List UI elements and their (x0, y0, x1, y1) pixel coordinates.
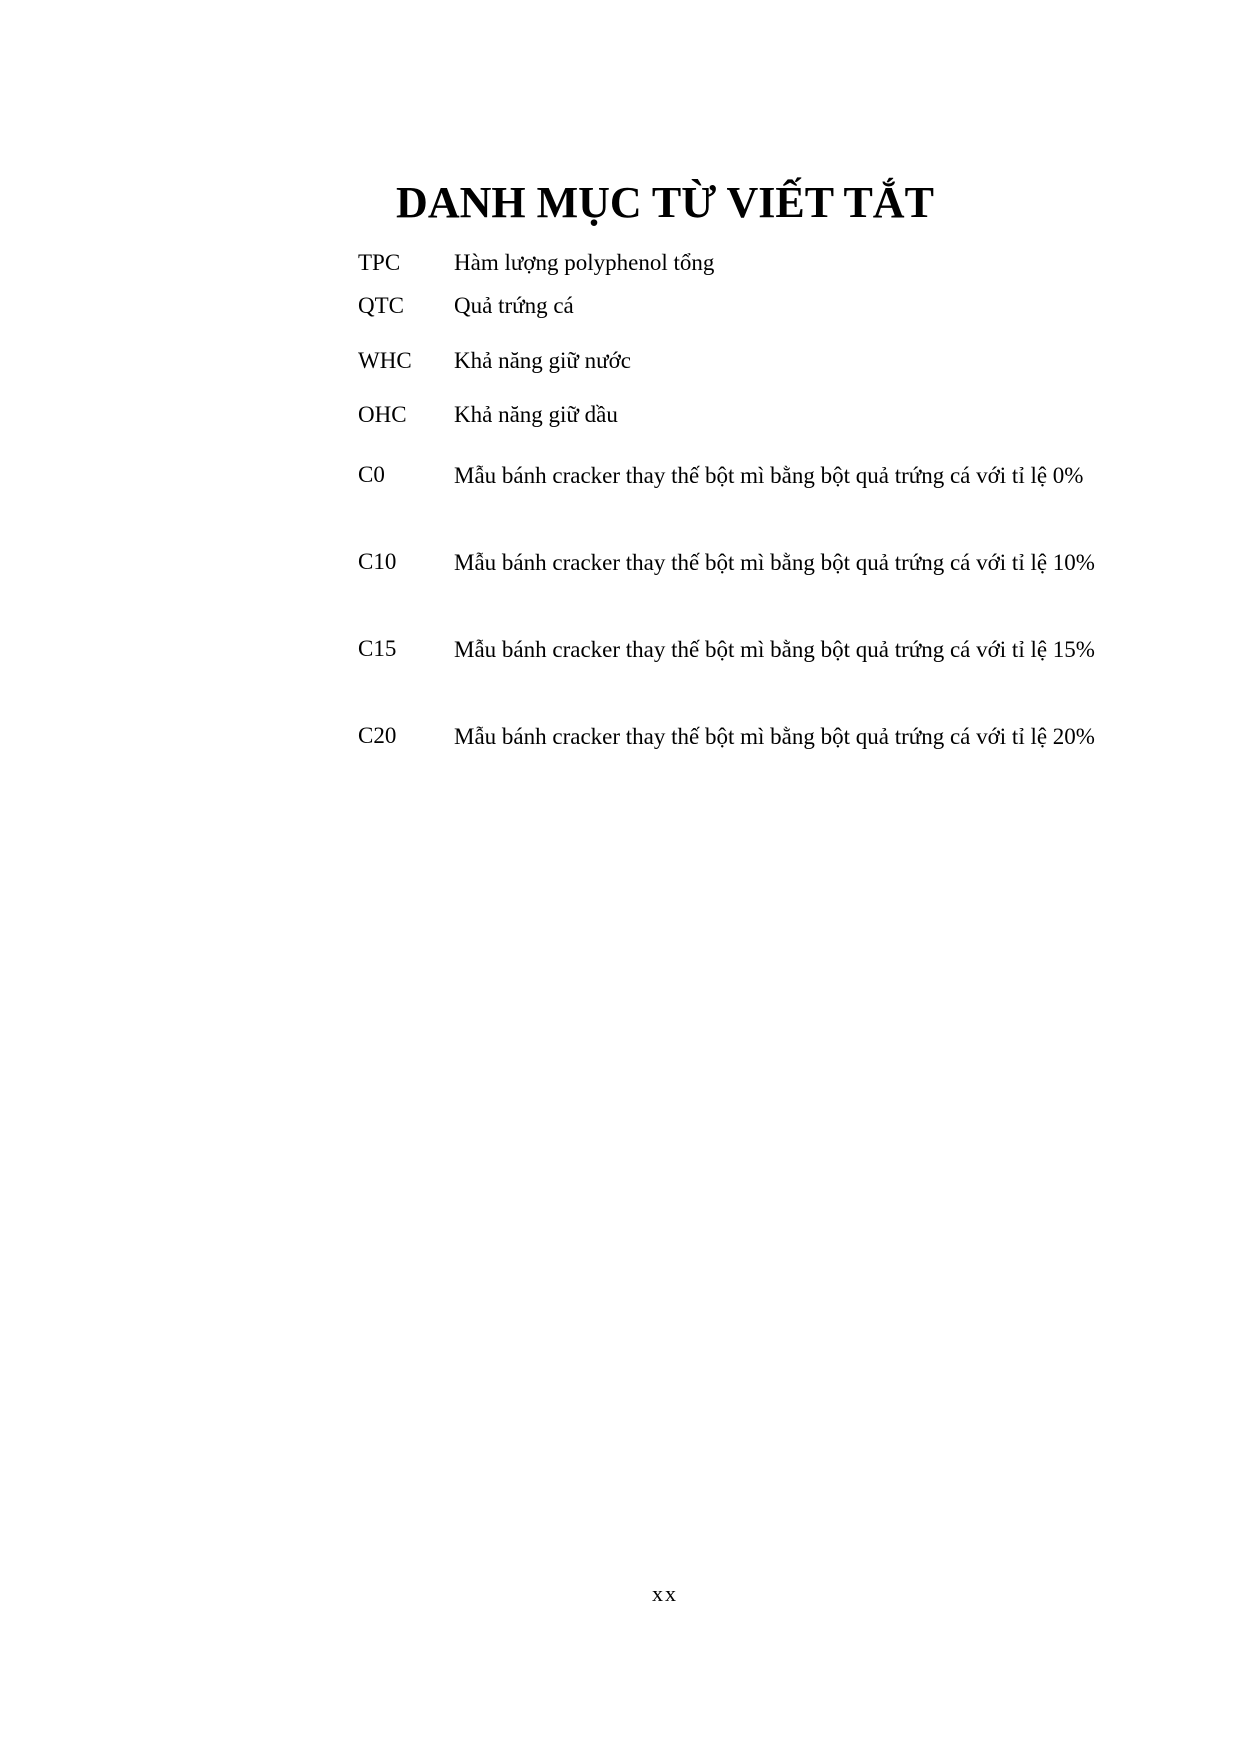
abbreviation-row (358, 616, 1098, 682)
abbreviation-definition: Quả trứng cá (454, 293, 574, 318)
abbreviation-list (358, 246, 1098, 769)
abbreviation-row (358, 289, 1098, 322)
page-title: DANH MỤC TỪ VIẾT TẮT (396, 178, 934, 227)
abbreviation-term: QTC (358, 292, 404, 318)
abbreviation-row (358, 442, 1098, 508)
abbreviation-term: C20 (358, 723, 397, 748)
abbreviation-definition: Khả năng giữ nước (454, 348, 631, 373)
abbreviation-term: WHC (358, 347, 412, 373)
abbreviation-row (358, 344, 1098, 377)
abbreviation-term: C15 (358, 636, 397, 661)
abbreviation-term: C0 (358, 462, 385, 487)
abbreviation-row (358, 529, 1098, 595)
abbreviation-definition: Mẫu bánh cracker thay thế bột mì bằng bột quả trứng cá với tỉ lệ 20% (454, 723, 1095, 749)
abbreviation-row (358, 246, 1098, 279)
abbreviation-definition: Hàm lượng polyphenol tổng (454, 250, 715, 275)
abbreviation-definition: Mẫu bánh cracker thay thế bột mì bằng bột quả trứng cá với tỉ lệ 0% (454, 462, 1084, 488)
abbreviation-definition: Mẫu bánh cracker thay thế bột mì bằng bột quả trứng cá với tỉ lệ 15% (454, 636, 1095, 662)
abbreviation-definition: Mẫu bánh cracker thay thế bột mì bằng bột quả trứng cá với tỉ lệ 10% (454, 549, 1095, 575)
abbreviation-definition: Khả năng giữ dầu (454, 402, 618, 427)
abbreviation-row (358, 703, 1098, 769)
abbreviation-row (358, 398, 1098, 431)
abbreviation-term: TPC (358, 249, 401, 275)
page-number: xx (652, 1581, 678, 1606)
abbreviation-term: C10 (358, 549, 397, 574)
abbreviation-term: OHC (358, 401, 407, 427)
